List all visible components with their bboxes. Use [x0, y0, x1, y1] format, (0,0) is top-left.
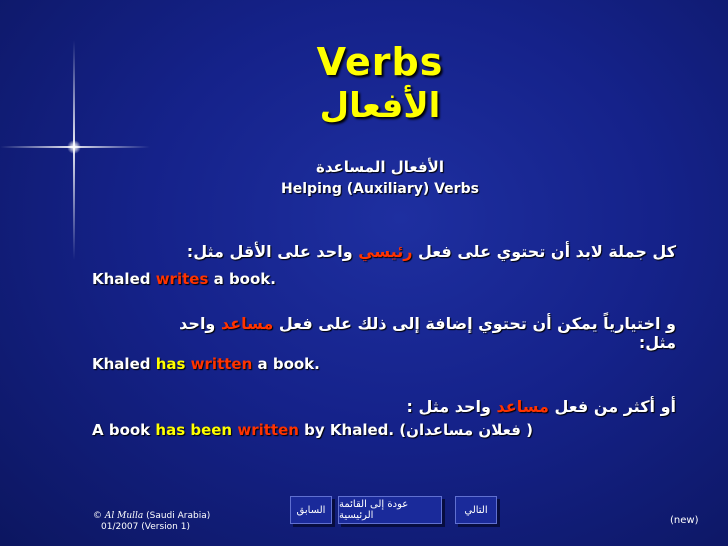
version-label: 01/2007 (Version 1)	[101, 522, 190, 532]
highlight-aux: has been	[155, 421, 233, 439]
subtitle-english: Helping (Auxiliary) Verbs	[281, 181, 479, 197]
highlight-aux: has	[155, 355, 186, 373]
text-segment: a book.	[208, 270, 276, 288]
highlight-verb: writes	[155, 270, 209, 288]
highlight-verb: written	[190, 355, 253, 373]
text-segment: a book.	[252, 355, 320, 373]
title-arabic: الأفعال	[319, 86, 441, 126]
footer-credits: © Al Mulla (Saudi Arabia) 01/2007 (Version 1)	[93, 511, 211, 532]
text-segment: )	[520, 421, 533, 439]
example-3	[92, 421, 533, 439]
star-icon	[67, 140, 81, 154]
text-segment: by Khaled. (	[298, 421, 407, 439]
home-menu-button[interactable]: عودة إلى القائمة الرئيسية	[338, 496, 442, 524]
previous-button[interactable]: السابق	[290, 496, 332, 524]
text-segment: واحد	[179, 314, 221, 333]
text-segment: Khaled	[92, 355, 156, 373]
highlight-main: رئيسي	[358, 242, 413, 261]
highlight-verb: written	[237, 421, 299, 439]
text-segment: A book	[92, 421, 156, 439]
highlight-aux: مساعد	[220, 314, 274, 333]
rule-auxiliary-verb	[76, 314, 676, 333]
author-name: Al Mulla	[104, 511, 144, 521]
rule-multiple-auxiliary	[276, 397, 676, 416]
new-label: (new)	[670, 515, 699, 526]
subtitle-arabic: الأفعال المساعدة	[316, 158, 444, 176]
rule-auxiliary-verb-cont: مثل:	[638, 333, 676, 352]
text-segment: كل جملة لابد أن تحتوي على فعل	[412, 242, 676, 261]
rule-main-verb	[96, 242, 676, 261]
text-segment: Khaled	[92, 270, 156, 288]
text-segment: و اختيارياً يمكن أن تحتوي إضافة إلى ذلك على فعل	[273, 314, 676, 333]
text-segment: أو أكثر من فعل	[548, 397, 676, 416]
text-segment: واحد على الأقل مثل:	[186, 242, 359, 261]
highlight-aux: مساعد	[496, 397, 549, 416]
text-segment: واحد مثل :	[406, 397, 497, 416]
title-english: Verbs	[316, 40, 444, 84]
next-button[interactable]: التالي	[455, 496, 497, 524]
text-segment-arabic: فعلان مساعدان	[406, 421, 521, 439]
example-1	[92, 270, 276, 288]
example-2	[92, 355, 320, 373]
